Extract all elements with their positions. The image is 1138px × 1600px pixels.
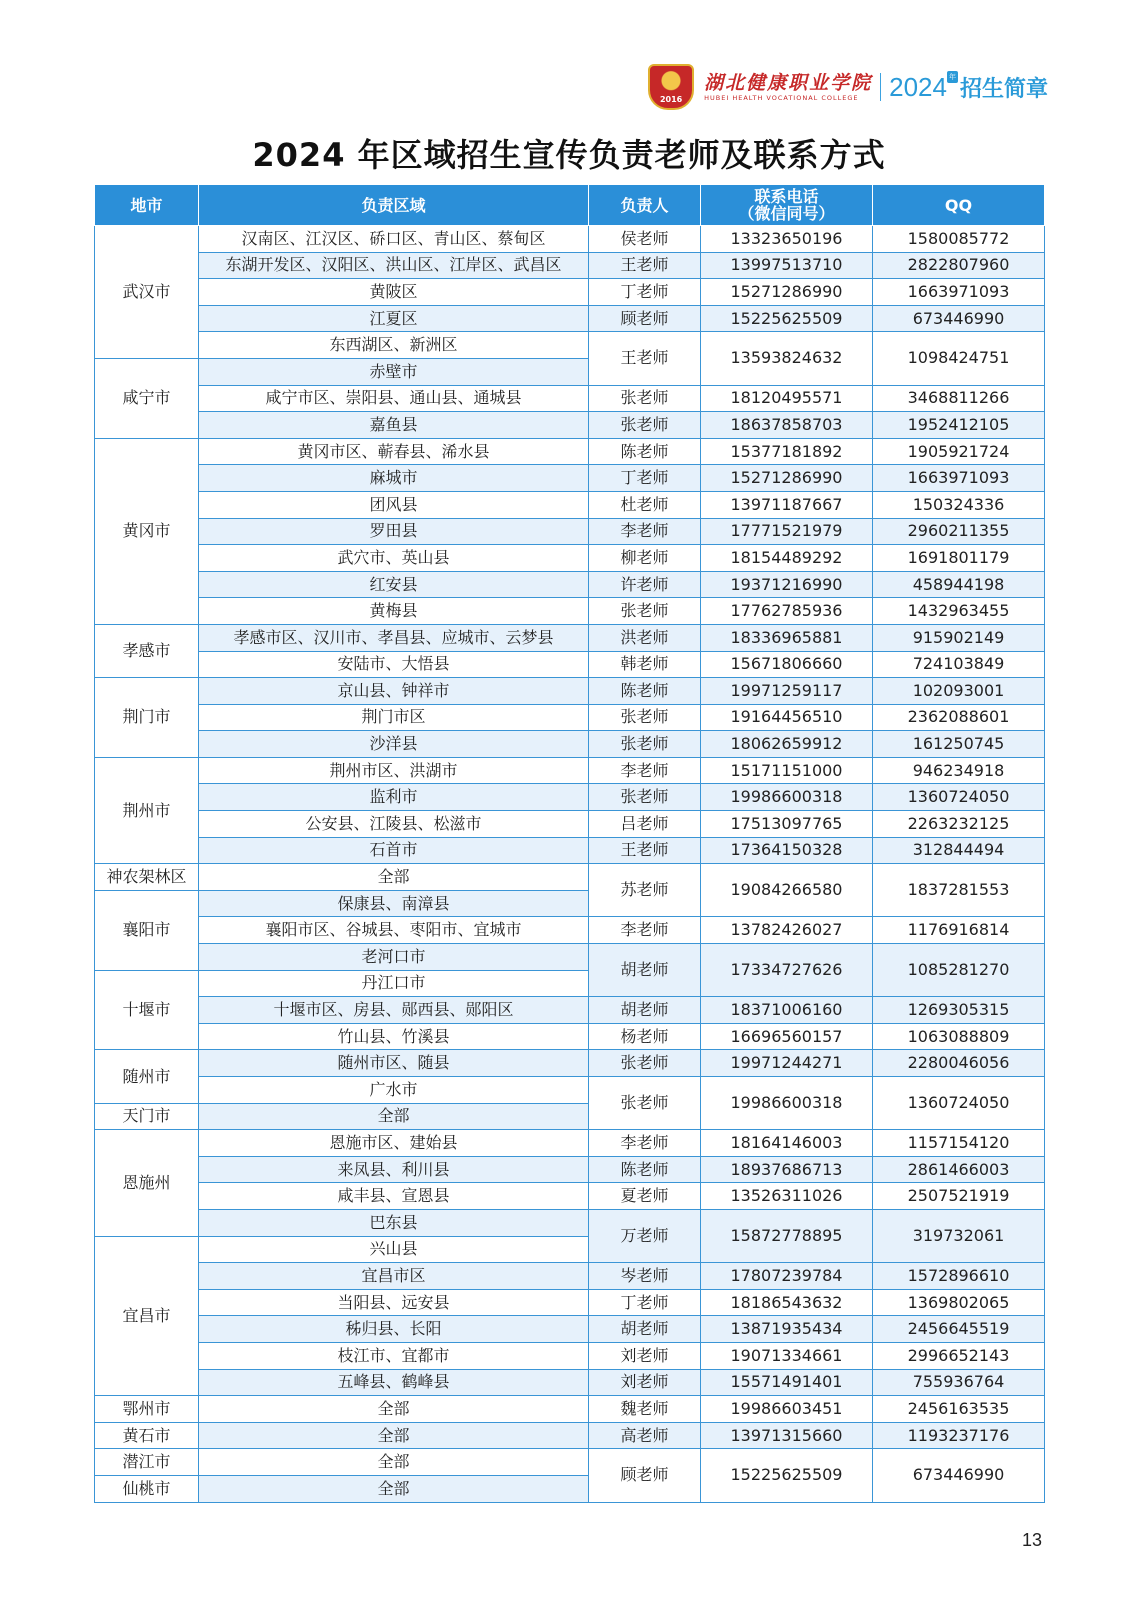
qq-cell: 2280046056 <box>873 1050 1045 1077</box>
qq-cell: 2507521919 <box>873 1183 1045 1210</box>
person-cell: 陈老师 <box>589 1156 701 1183</box>
phone-cell: 19371216990 <box>701 571 873 598</box>
table-header-row <box>95 185 1045 226</box>
phone-cell: 18120495571 <box>701 385 873 412</box>
person-cell: 丁老师 <box>589 279 701 306</box>
city-cell: 天门市 <box>95 1103 199 1130</box>
city-cell: 黄石市 <box>95 1422 199 1449</box>
person-cell: 王老师 <box>589 837 701 864</box>
city-cell: 咸宁市 <box>95 358 199 438</box>
table-row <box>95 678 1045 705</box>
table-row <box>95 465 1045 492</box>
person-cell: 苏老师 <box>589 864 701 917</box>
phone-cell: 13997513710 <box>701 252 873 279</box>
table-row <box>95 1130 1045 1157</box>
person-cell: 李老师 <box>589 1130 701 1157</box>
brochure-year: 2024 <box>889 71 947 102</box>
region-cell: 罗田县 <box>199 518 589 545</box>
phone-cell: 17364150328 <box>701 837 873 864</box>
region-cell: 全部 <box>199 1422 589 1449</box>
phone-cell: 15872778895 <box>701 1209 873 1262</box>
qq-cell: 1905921724 <box>873 438 1045 465</box>
city-cell: 荆门市 <box>95 678 199 758</box>
table-row <box>95 1289 1045 1316</box>
qq-cell: 2996652143 <box>873 1342 1045 1369</box>
region-cell: 沙洋县 <box>199 731 589 758</box>
brochure-title: 招生简章 <box>959 76 1048 102</box>
phone-cell: 13782426027 <box>701 917 873 944</box>
person-cell: 许老师 <box>589 571 701 598</box>
person-cell: 杜老师 <box>589 491 701 518</box>
phone-cell: 19971244271 <box>701 1050 873 1077</box>
city-cell: 仙桃市 <box>95 1475 199 1502</box>
region-cell: 随州市区、随县 <box>199 1050 589 1077</box>
qq-cell: 312844494 <box>873 837 1045 864</box>
qq-cell: 150324336 <box>873 491 1045 518</box>
region-cell: 咸宁市区、崇阳县、通山县、通城县 <box>199 385 589 412</box>
phone-cell: 18937686713 <box>701 1156 873 1183</box>
table-row <box>95 1422 1045 1449</box>
person-cell: 张老师 <box>589 385 701 412</box>
region-cell: 咸丰县、宣恩县 <box>199 1183 589 1210</box>
phone-cell: 13323650196 <box>701 226 873 253</box>
person-cell: 丁老师 <box>589 465 701 492</box>
person-cell: 高老师 <box>589 1422 701 1449</box>
person-cell: 张老师 <box>589 784 701 811</box>
table-row <box>95 571 1045 598</box>
table-row <box>95 704 1045 731</box>
city-cell: 黄冈市 <box>95 438 199 624</box>
region-cell: 赤壁市 <box>199 358 589 385</box>
region-cell: 京山县、钟祥市 <box>199 678 589 705</box>
phone-cell: 19084266580 <box>701 864 873 917</box>
qq-cell: 1580085772 <box>873 226 1045 253</box>
region-cell: 五峰县、鹤峰县 <box>199 1369 589 1396</box>
region-cell: 巴东县 <box>199 1209 589 1236</box>
region-cell: 荆州市区、洪湖市 <box>199 757 589 784</box>
region-cell: 黄陂区 <box>199 279 589 306</box>
qq-cell: 1952412105 <box>873 412 1045 439</box>
qq-cell: 673446990 <box>873 1449 1045 1502</box>
table-row <box>95 1316 1045 1343</box>
qq-cell: 2456163535 <box>873 1396 1045 1423</box>
city-cell: 襄阳市 <box>95 890 199 970</box>
table-row <box>95 811 1045 838</box>
table-row <box>95 226 1045 253</box>
qq-cell: 915902149 <box>873 624 1045 651</box>
school-name-block <box>704 72 872 102</box>
phone-cell: 19971259117 <box>701 678 873 705</box>
city-cell: 宜昌市 <box>95 1236 199 1396</box>
person-cell: 李老师 <box>589 518 701 545</box>
table-row <box>95 837 1045 864</box>
qq-cell: 673446990 <box>873 305 1045 332</box>
qq-cell: 1432963455 <box>873 598 1045 625</box>
city-cell: 孝感市 <box>95 624 199 677</box>
table-row <box>95 997 1045 1024</box>
person-cell: 李老师 <box>589 757 701 784</box>
region-cell: 秭归县、长阳 <box>199 1316 589 1343</box>
qq-cell: 755936764 <box>873 1369 1045 1396</box>
qq-cell: 1360724050 <box>873 1077 1045 1130</box>
phone-cell: 19071334661 <box>701 1342 873 1369</box>
phone-cell: 13593824632 <box>701 332 873 385</box>
region-cell: 东西湖区、新洲区 <box>199 332 589 359</box>
qq-cell: 1360724050 <box>873 784 1045 811</box>
person-cell: 陈老师 <box>589 678 701 705</box>
table-row <box>95 252 1045 279</box>
phone-cell: 15225625509 <box>701 305 873 332</box>
qq-cell: 1176916814 <box>873 917 1045 944</box>
region-cell: 全部 <box>199 864 589 891</box>
school-crest-icon <box>648 64 694 110</box>
region-cell: 麻城市 <box>199 465 589 492</box>
city-cell: 鄂州市 <box>95 1396 199 1423</box>
table-row <box>95 1023 1045 1050</box>
header-phone: 联系电话 （微信同号） <box>701 185 873 226</box>
qq-cell: 1691801179 <box>873 545 1045 572</box>
region-cell: 全部 <box>199 1396 589 1423</box>
region-cell: 全部 <box>199 1449 589 1476</box>
school-name: 湖北健康职业学院 <box>704 72 873 94</box>
qq-cell: 1098424751 <box>873 332 1045 385</box>
city-cell: 武汉市 <box>95 226 199 359</box>
phone-cell: 17771521979 <box>701 518 873 545</box>
phone-cell: 13526311026 <box>701 1183 873 1210</box>
table-row <box>95 864 1045 891</box>
person-cell: 张老师 <box>589 1077 701 1130</box>
crest-year: 2016 <box>659 95 683 104</box>
phone-cell: 18164146003 <box>701 1130 873 1157</box>
city-cell: 随州市 <box>95 1050 199 1103</box>
region-cell: 监利市 <box>199 784 589 811</box>
city-cell: 神农架林区 <box>95 864 199 891</box>
qq-cell: 1157154120 <box>873 1130 1045 1157</box>
qq-cell: 2456645519 <box>873 1316 1045 1343</box>
table-row <box>95 1396 1045 1423</box>
phone-cell: 15171151000 <box>701 757 873 784</box>
region-cell: 丹江口市 <box>199 970 589 997</box>
page-header <box>648 64 1048 110</box>
region-cell: 汉南区、江汉区、硚口区、青山区、蔡甸区 <box>199 226 589 253</box>
phone-cell: 15271286990 <box>701 465 873 492</box>
table-row <box>95 784 1045 811</box>
table-row <box>95 757 1045 784</box>
phone-cell: 17807239784 <box>701 1263 873 1290</box>
table-row <box>95 624 1045 651</box>
person-cell: 吕老师 <box>589 811 701 838</box>
header-person: 负责人 <box>589 185 701 226</box>
table-row <box>95 1077 1045 1104</box>
table-row <box>95 731 1045 758</box>
qq-cell: 946234918 <box>873 757 1045 784</box>
phone-cell: 19986603451 <box>701 1396 873 1423</box>
region-cell: 老河口市 <box>199 944 589 971</box>
qq-cell: 2960211355 <box>873 518 1045 545</box>
phone-cell: 18336965881 <box>701 624 873 651</box>
region-cell: 红安县 <box>199 571 589 598</box>
table-row <box>95 385 1045 412</box>
region-cell: 恩施市区、建始县 <box>199 1130 589 1157</box>
phone-cell: 16696560157 <box>701 1023 873 1050</box>
region-cell: 黄梅县 <box>199 598 589 625</box>
qq-cell: 1663971093 <box>873 465 1045 492</box>
person-cell: 张老师 <box>589 598 701 625</box>
region-cell: 宜昌市区 <box>199 1263 589 1290</box>
qq-cell: 724103849 <box>873 651 1045 678</box>
qq-cell: 3468811266 <box>873 385 1045 412</box>
region-cell: 广水市 <box>199 1077 589 1104</box>
phone-cell: 18371006160 <box>701 997 873 1024</box>
header-qq: QQ <box>873 185 1045 226</box>
person-cell: 岑老师 <box>589 1263 701 1290</box>
qq-cell: 2822807960 <box>873 252 1045 279</box>
table-row <box>95 598 1045 625</box>
person-cell: 万老师 <box>589 1209 701 1262</box>
phone-cell: 19164456510 <box>701 704 873 731</box>
person-cell: 王老师 <box>589 332 701 385</box>
table-row <box>95 1369 1045 1396</box>
table-row <box>95 1156 1045 1183</box>
person-cell: 夏老师 <box>589 1183 701 1210</box>
qq-cell: 1085281270 <box>873 944 1045 997</box>
person-cell: 陈老师 <box>589 438 701 465</box>
table-row <box>95 1050 1045 1077</box>
person-cell: 侯老师 <box>589 226 701 253</box>
person-cell: 杨老师 <box>589 1023 701 1050</box>
table-row <box>95 438 1045 465</box>
region-cell: 公安县、江陵县、松滋市 <box>199 811 589 838</box>
qq-cell: 1837281553 <box>873 864 1045 917</box>
city-cell: 荆州市 <box>95 757 199 863</box>
region-cell: 保康县、南漳县 <box>199 890 589 917</box>
person-cell: 魏老师 <box>589 1396 701 1423</box>
person-cell: 张老师 <box>589 704 701 731</box>
qq-cell: 1269305315 <box>873 997 1045 1024</box>
region-cell: 孝感市区、汉川市、孝昌县、应城市、云梦县 <box>199 624 589 651</box>
person-cell: 王老师 <box>589 252 701 279</box>
person-cell: 柳老师 <box>589 545 701 572</box>
header-region: 负责区域 <box>199 185 589 226</box>
region-cell: 武穴市、英山县 <box>199 545 589 572</box>
person-cell: 韩老师 <box>589 651 701 678</box>
person-cell: 李老师 <box>589 917 701 944</box>
person-cell: 顾老师 <box>589 305 701 332</box>
region-cell: 黄冈市区、蕲春县、浠水县 <box>199 438 589 465</box>
region-cell: 石首市 <box>199 837 589 864</box>
table-row <box>95 651 1045 678</box>
qq-cell: 1063088809 <box>873 1023 1045 1050</box>
city-cell: 潜江市 <box>95 1449 199 1476</box>
school-name-en: HUBEI HEALTH VOCATIONAL COLLEGE <box>704 94 859 102</box>
table-row <box>95 1183 1045 1210</box>
phone-cell: 15225625509 <box>701 1449 873 1502</box>
region-cell: 江夏区 <box>199 305 589 332</box>
qq-cell: 2362088601 <box>873 704 1045 731</box>
qq-cell: 1572896610 <box>873 1263 1045 1290</box>
phone-cell: 18154489292 <box>701 545 873 572</box>
table-row <box>95 917 1045 944</box>
contact-table <box>94 184 1045 1503</box>
person-cell: 张老师 <box>589 1050 701 1077</box>
table-row <box>95 305 1045 332</box>
qq-cell: 1193237176 <box>873 1422 1045 1449</box>
region-cell: 十堰市区、房县、郧西县、郧阳区 <box>199 997 589 1024</box>
person-cell: 胡老师 <box>589 1316 701 1343</box>
phone-cell: 19986600318 <box>701 784 873 811</box>
table-row <box>95 1449 1045 1476</box>
header-divider <box>880 73 881 101</box>
region-cell: 襄阳市区、谷城县、枣阳市、宜城市 <box>199 917 589 944</box>
qq-cell: 319732061 <box>873 1209 1045 1262</box>
city-cell: 恩施州 <box>95 1130 199 1236</box>
person-cell: 刘老师 <box>589 1369 701 1396</box>
phone-cell: 17334727626 <box>701 944 873 997</box>
qq-cell: 2263232125 <box>873 811 1045 838</box>
phone-cell: 18186543632 <box>701 1289 873 1316</box>
phone-cell: 15271286990 <box>701 279 873 306</box>
region-cell: 竹山县、竹溪县 <box>199 1023 589 1050</box>
phone-cell: 19986600318 <box>701 1077 873 1130</box>
phone-cell: 17762785936 <box>701 598 873 625</box>
person-cell: 洪老师 <box>589 624 701 651</box>
phone-cell: 18637858703 <box>701 412 873 439</box>
region-cell: 安陆市、大悟县 <box>199 651 589 678</box>
table-row <box>95 1209 1045 1236</box>
region-cell: 兴山县 <box>199 1236 589 1263</box>
region-cell: 东湖开发区、汉阳区、洪山区、江岸区、武昌区 <box>199 252 589 279</box>
phone-cell: 15377181892 <box>701 438 873 465</box>
person-cell: 胡老师 <box>589 997 701 1024</box>
qq-cell: 2861466003 <box>873 1156 1045 1183</box>
qq-cell: 102093001 <box>873 678 1045 705</box>
table-row <box>95 491 1045 518</box>
region-cell: 荆门市区 <box>199 704 589 731</box>
table-row <box>95 1342 1045 1369</box>
region-cell: 团风县 <box>199 491 589 518</box>
phone-cell: 13871935434 <box>701 1316 873 1343</box>
person-cell: 张老师 <box>589 731 701 758</box>
page-title: 2024 年区域招生宣传负责老师及联系方式 <box>252 136 886 174</box>
table-row <box>95 1263 1045 1290</box>
region-cell: 嘉鱼县 <box>199 412 589 439</box>
page-number: 13 <box>1021 1530 1042 1550</box>
region-cell: 来凤县、利川县 <box>199 1156 589 1183</box>
table-body <box>95 226 1045 1503</box>
table-row <box>95 518 1045 545</box>
phone-cell: 13971315660 <box>701 1422 873 1449</box>
qq-cell: 458944198 <box>873 571 1045 598</box>
person-cell: 胡老师 <box>589 944 701 997</box>
table-row <box>95 279 1045 306</box>
region-cell: 全部 <box>199 1103 589 1130</box>
phone-cell: 15671806660 <box>701 651 873 678</box>
table-row <box>95 944 1045 971</box>
table-row <box>95 545 1045 572</box>
header-city: 地市 <box>95 185 199 226</box>
table-row <box>95 412 1045 439</box>
region-cell: 当阳县、远安县 <box>199 1289 589 1316</box>
table-row <box>95 332 1045 359</box>
person-cell: 丁老师 <box>589 1289 701 1316</box>
qq-cell: 1369802065 <box>873 1289 1045 1316</box>
region-cell: 全部 <box>199 1475 589 1502</box>
qq-cell: 1663971093 <box>873 279 1045 306</box>
person-cell: 顾老师 <box>589 1449 701 1502</box>
person-cell: 刘老师 <box>589 1342 701 1369</box>
city-cell: 十堰市 <box>95 970 199 1050</box>
phone-cell: 17513097765 <box>701 811 873 838</box>
phone-cell: 13971187667 <box>701 491 873 518</box>
phone-cell: 15571491401 <box>701 1369 873 1396</box>
phone-cell: 18062659912 <box>701 731 873 758</box>
region-cell: 枝江市、宜都市 <box>199 1342 589 1369</box>
qq-cell: 161250745 <box>873 731 1045 758</box>
year-superscript: 年 <box>948 73 956 81</box>
person-cell: 张老师 <box>589 412 701 439</box>
